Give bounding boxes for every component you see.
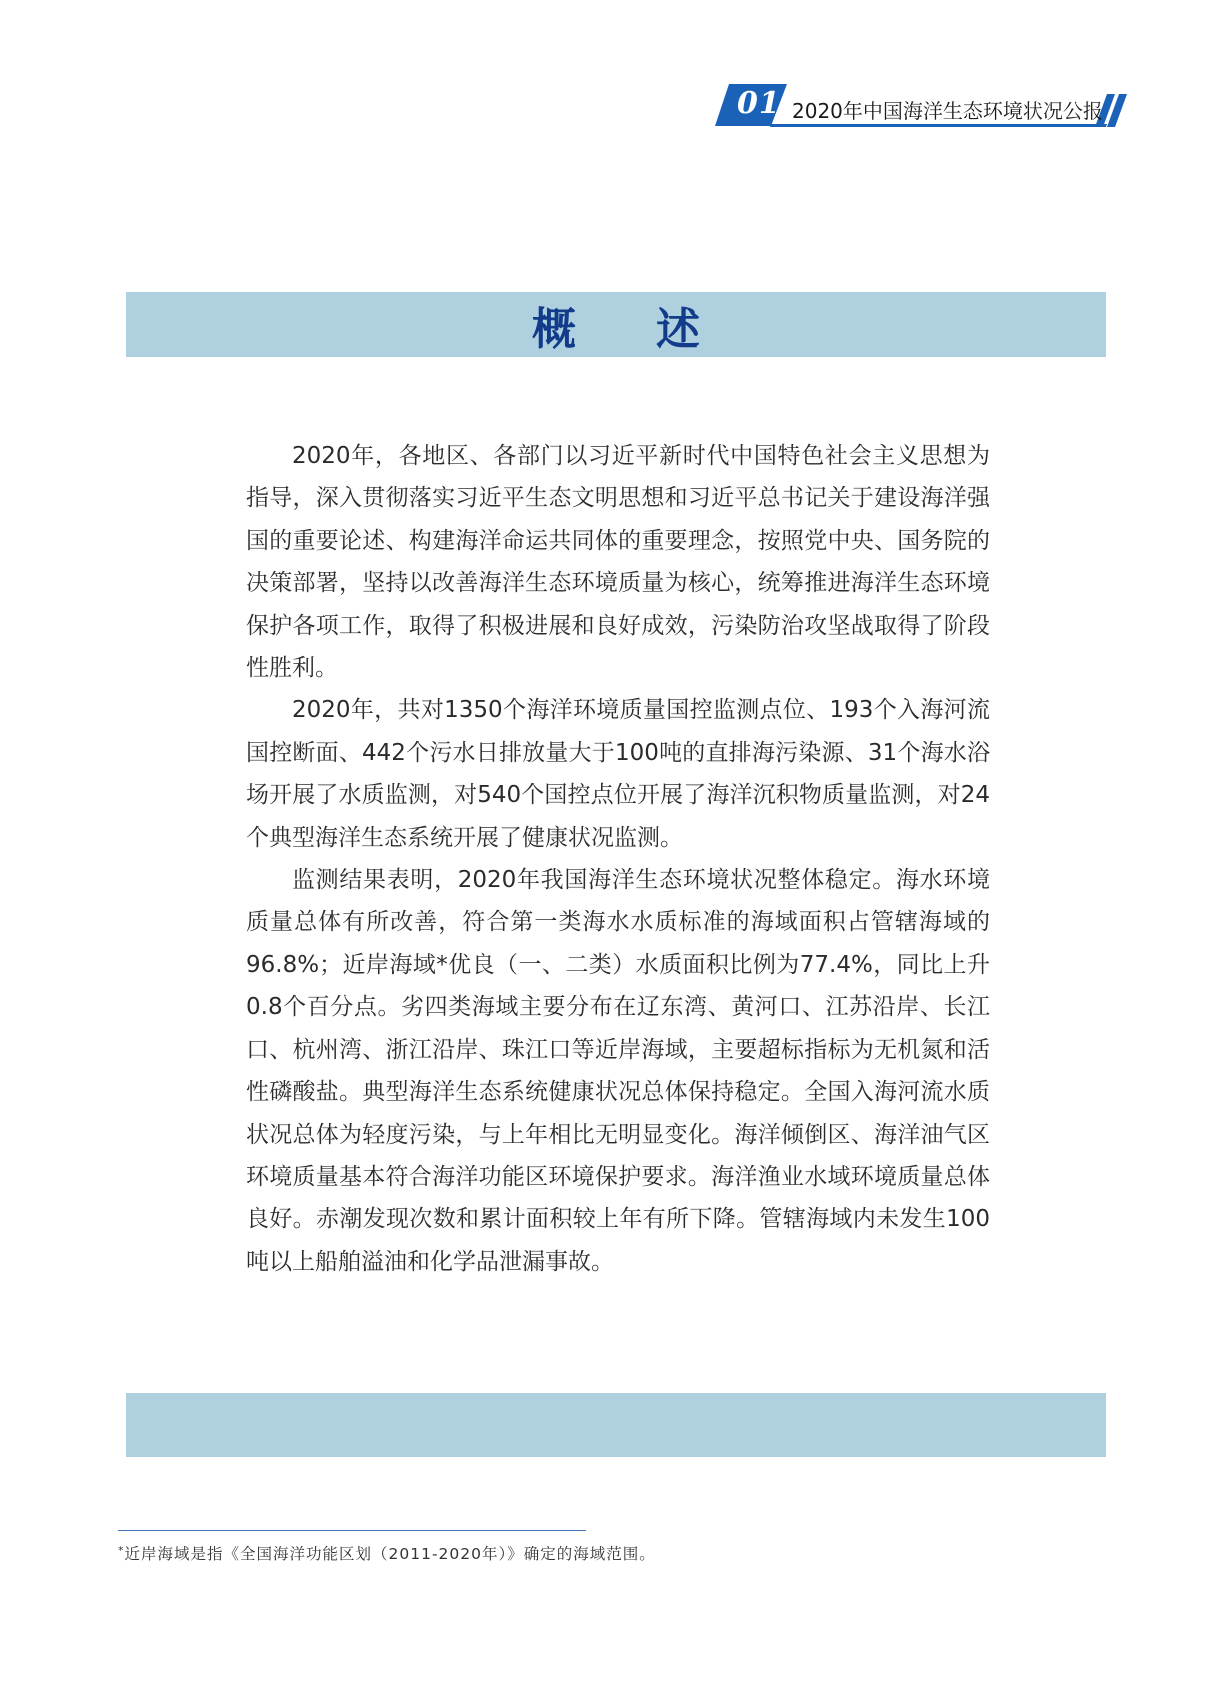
paragraph: 监测结果表明，2020年我国海洋生态环境状况整体稳定。海水环境质量总体有所改善，符合第一类海水水质标准的海域面积占管辖海域的96.8%；近岸海域*优良（一、二类）水质面积比例为77.4%，同比上升0.8个百分点。劣四类海域主要分布在辽东湾、黄河口、江苏沿岸、长江口、杭州湾、浙江沿岸、珠江口等近岸海域，主要超标指标为无机氮和活性磷酸盐。典型海洋生态系统健康状况总体保持稳定。全国入海河流水质状况总体为轻度污染，与上年相比无明显变化。海洋倾倒区、海洋油气区环境质量基本符合海洋功能区环境保护要求。海洋渔业水域环境质量总体良好。赤潮发现次数和累计面积较上年有所下降。管辖海域内未发生100吨以上船舶溢油和化学品泄漏事故。 <box>246 867 990 1275</box>
paragraph: 2020年，各地区、各部门以习近平新时代中国特色社会主义思想为指导，深入贯彻落实习近平生态文明思想和习近平总书记关于建设海洋强国的重要论述、构建海洋命运共同体的重要理念，按照党中央、国务院的决策部署，坚持以改善海洋生态环境质量为核心，统筹推进海洋生态环境保护各项工作，取得了积极进展和良好成效，污染防治攻坚战取得了阶段性胜利。 <box>246 443 990 682</box>
report-title: 2020年中国海洋生态环境状况公报 <box>792 99 1103 123</box>
footnote-divider <box>118 1530 586 1531</box>
section-title: 概述 <box>532 303 780 355</box>
chapter-number: 01 <box>737 86 781 121</box>
footnote-text: 近岸海域是指《全国海洋功能区划（2011-2020年）》确定的海域范围。 <box>124 1545 656 1563</box>
bottom-band <box>126 1393 1106 1457</box>
body-text <box>246 435 990 1283</box>
footnote <box>118 1542 656 1564</box>
section-title-band <box>126 292 1106 357</box>
footnote-marker: * <box>118 1544 125 1557</box>
page-header <box>715 84 1155 129</box>
paragraph: 2020年，共对1350个海洋环境质量国控监测点位、193个入海河流国控断面、442个污水日排放量大于100吨的直排海污染源、31个海水浴场开展了水质监测，对540个国控点位开展了海洋沉积物质量监测，对24个典型海洋生态系统开展了健康状况监测。 <box>246 697 990 851</box>
